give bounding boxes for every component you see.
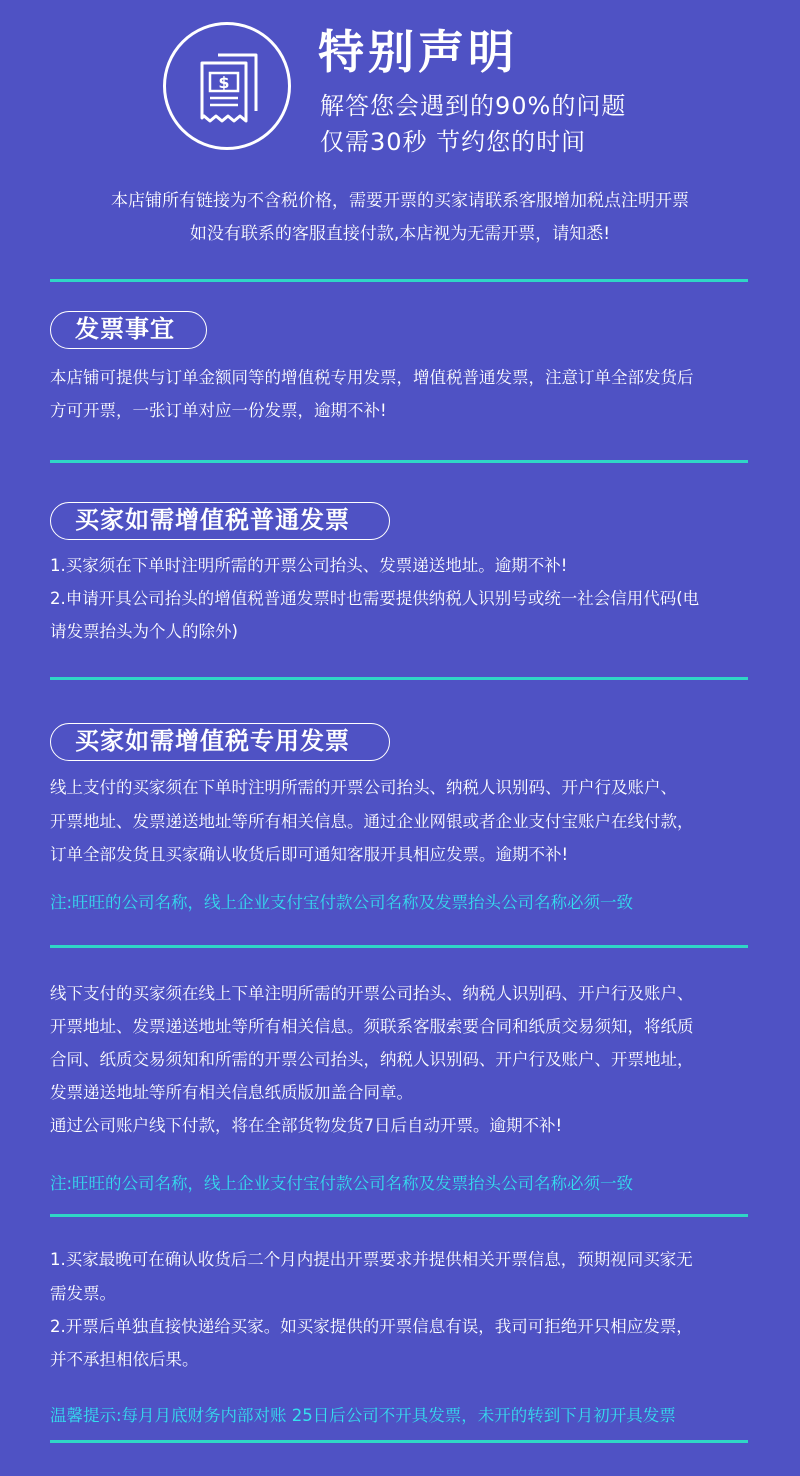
section5-line-2: 需发票。 xyxy=(50,1284,116,1303)
divider xyxy=(50,1214,748,1217)
section4-line-4: 发票递送地址等所有相关信息纸质版加盖合同章。 xyxy=(50,1083,413,1102)
divider xyxy=(50,1440,748,1443)
subtitle-line-2: 仅需30秒 节约您的时间 xyxy=(320,128,587,156)
section-heading-special-invoice: 买家如需增值税专用发票 xyxy=(50,723,390,761)
subtitle-line-1: 解答您会遇到的90%的问题 xyxy=(320,92,627,120)
section5-note: 温馨提示:每月月底财务内部对账 25日后公司不开具发票，未开的转到下月初开具发票 xyxy=(50,1406,676,1425)
receipt-dollar-icon xyxy=(163,22,291,150)
divider xyxy=(50,945,748,948)
section4-line-3: 合同、纸质交易须知和所需的开票公司抬头，纳税人识别码、开户行及账户、开票地址， xyxy=(50,1050,694,1069)
section5-line-4: 并不承担相依后果。 xyxy=(50,1350,199,1369)
section4-line-2: 开票地址、发票递送地址等所有相关信息。须联系客服索要合同和纸质交易须知，将纸质 xyxy=(50,1017,694,1036)
header xyxy=(0,0,800,170)
section3-line-2: 开票地址、发票递送地址等所有相关信息。通过企业网银或者企业支付宝账户在线付款， xyxy=(50,812,694,831)
svg-text:$: $ xyxy=(218,73,230,92)
section2-line-3: 请发票抬头为个人的除外) xyxy=(50,622,238,641)
section5-line-3: 2.开票后单独直接快递给买家。如买家提供的开票信息有误，我司可拒绝开只相应发票， xyxy=(50,1317,693,1336)
divider xyxy=(50,279,748,282)
section1-line-2: 方可开票，一张订单对应一份发票，逾期不补! xyxy=(50,401,387,420)
section4-line-5: 通过公司账户线下付款，将在全部货物发货7日后自动开票。逾期不补! xyxy=(50,1116,563,1135)
section1-line-1: 本店铺可提供与订单金额同等的增值税专用发票，增值税普通发票，注意订单全部发货后 xyxy=(50,368,694,387)
section3-line-1: 线上支付的买家须在下单时注明所需的开票公司抬头、纳税人识别码、开户行及账户、 xyxy=(50,778,677,797)
divider xyxy=(50,460,748,463)
intro-line-1: 本店铺所有链接为不含税价格，需要开票的买家请联系客服增加税点注明开票 xyxy=(111,191,689,211)
section5-line-1: 1.买家最晚可在确认收货后二个月内提出开票要求并提供相关开票信息，预期视同买家无 xyxy=(50,1250,693,1269)
section2-line-2: 2.申请开具公司抬头的增值税普通发票时也需要提供纳税人识别号或统一社会信用代码(电 xyxy=(50,589,700,608)
intro-line-2: 如没有联系的客服直接付款,本店视为无需开票，请知悉! xyxy=(189,224,611,244)
section4-line-1: 线下支付的买家须在线上下单注明所需的开票公司抬头、纳税人识别码、开户行及账户、 xyxy=(50,984,694,1003)
section4-note: 注:旺旺的公司名称，线上企业支付宝付款公司名称及发票抬头公司名称必须一致 xyxy=(50,1174,634,1193)
section3-line-3: 订单全部发货且买家确认收货后即可通知客服开具相应发票。逾期不补! xyxy=(50,845,569,864)
page-title: 特别声明 xyxy=(318,25,518,79)
section-heading-invoice-matters: 发票事宜 xyxy=(50,311,207,349)
section2-line-1: 1.买家须在下单时注明所需的开票公司抬头、发票递送地址。逾期不补! xyxy=(50,556,568,575)
divider xyxy=(50,677,748,680)
section-heading-general-invoice: 买家如需增值税普通发票 xyxy=(50,502,390,540)
section3-note: 注:旺旺的公司名称，线上企业支付宝付款公司名称及发票抬头公司名称必须一致 xyxy=(50,893,634,912)
